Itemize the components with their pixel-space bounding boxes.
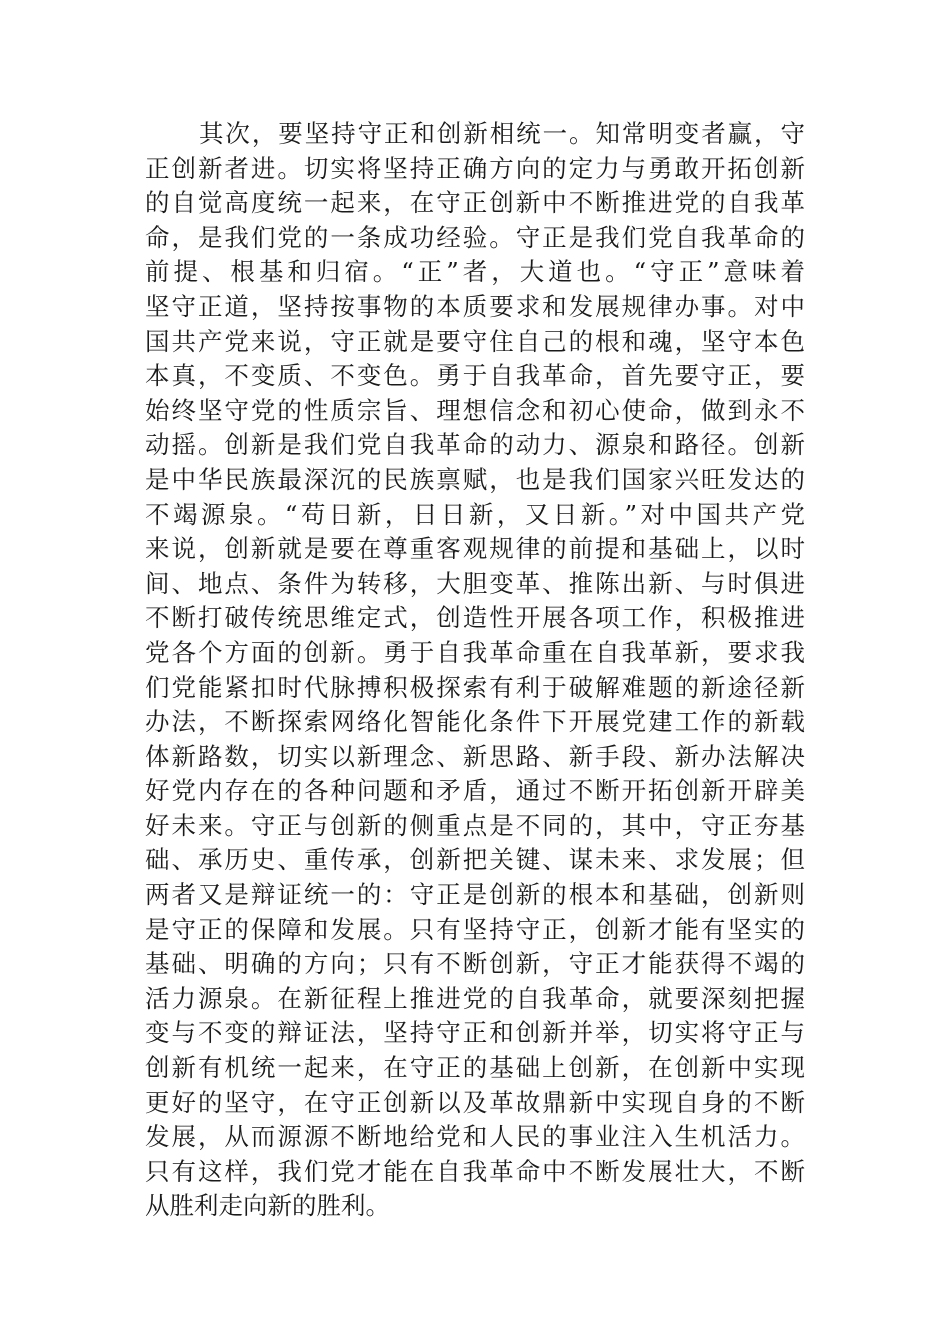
paragraph-line: 党各个方面的创新。勇于自我革命重在自我革新，要求我 [145, 637, 805, 667]
paragraph-line: 来说，创新就是要在尊重客观规律的前提和基础上，以时 [145, 534, 805, 564]
paragraph-line: 变与不变的辩证法，坚持守正和创新并举，切实将守正与 [145, 1018, 805, 1048]
body-paragraph [145, 117, 805, 1224]
paragraph-line: 办法，不断探索网络化智能化条件下开展党建工作的新载 [145, 707, 805, 737]
paragraph-line: 坚守正道，坚持按事物的本质要求和发展规律办事。对中 [145, 291, 805, 321]
paragraph-line: 的自觉高度统一起来，在守正创新中不断推进党的自我革 [145, 188, 805, 218]
paragraph-line: 命，是我们党的一条成功经验。守正是我们党自我革命的 [145, 222, 805, 252]
paragraph-line: 础、承历史、重传承，创新把关键、谋未来、求发展；但 [145, 845, 805, 875]
paragraph-line: 发展，从而源源不断地给党和人民的事业注入生机活力。 [145, 1122, 805, 1152]
paragraph-line: 从胜利走向新的胜利。 [145, 1191, 390, 1221]
paragraph-line: 活力源泉。在新征程上推进党的自我革命，就要深刻把握 [145, 983, 805, 1013]
paragraph-line: 两者又是辩证统一的：守正是创新的根本和基础，创新则 [145, 880, 805, 910]
paragraph-line: 不断打破传统思维定式，创造性开展各项工作，积极推进 [145, 603, 805, 633]
paragraph-line: 前提、根基和归宿。“正”者，大道也。“守正”意味着 [145, 257, 805, 287]
paragraph-line: 创新有机统一起来，在守正的基础上创新，在创新中实现 [145, 1053, 805, 1083]
paragraph-line: 基础、明确的方向；只有不断创新，守正才能获得不竭的 [145, 949, 805, 979]
paragraph-line: 不竭源泉。“苟日新，日日新，又日新。”对中国共产党 [145, 499, 805, 529]
paragraph-line: 是中华民族最深沉的民族禀赋，也是我们国家兴旺发达的 [145, 464, 805, 494]
paragraph-line: 正创新者进。切实将坚持正确方向的定力与勇敢开拓创新 [145, 153, 805, 183]
paragraph-line: 体新路数，切实以新理念、新思路、新手段、新办法解决 [145, 741, 805, 771]
paragraph-line: 好党内存在的各种问题和矛盾，通过不断开拓创新开辟美 [145, 776, 805, 806]
paragraph-line: 是守正的保障和发展。只有坚持守正，创新才能有坚实的 [145, 914, 805, 944]
paragraph-line: 始终坚守党的性质宗旨、理想信念和初心使命，做到永不 [145, 395, 805, 425]
paragraph-line: 更好的坚守，在守正创新以及革故鼎新中实现自身的不断 [145, 1087, 805, 1117]
paragraph-line: 国共产党来说，守正就是要守住自己的根和魂，坚守本色 [145, 326, 805, 356]
paragraph-line: 动摇。创新是我们党自我革命的动力、源泉和路径。创新 [145, 430, 805, 460]
paragraph-line: 只有这样，我们党才能在自我革命中不断发展壮大，不断 [145, 1156, 805, 1186]
paragraph-line: 间、地点、条件为转移，大胆变革、推陈出新、与时俱进 [145, 568, 805, 598]
paragraph-line: 好未来。守正与创新的侧重点是不同的，其中，守正夯基 [145, 810, 805, 840]
paragraph-line: 们党能紧扣时代脉搏积极探索有利于破解难题的新途径新 [145, 672, 805, 702]
paragraph-line: 本真，不变质、不变色。勇于自我革命，首先要守正，要 [145, 361, 805, 391]
paragraph-line: 其次，要坚持守正和创新相统一。知常明变者赢，守 [199, 119, 805, 148]
